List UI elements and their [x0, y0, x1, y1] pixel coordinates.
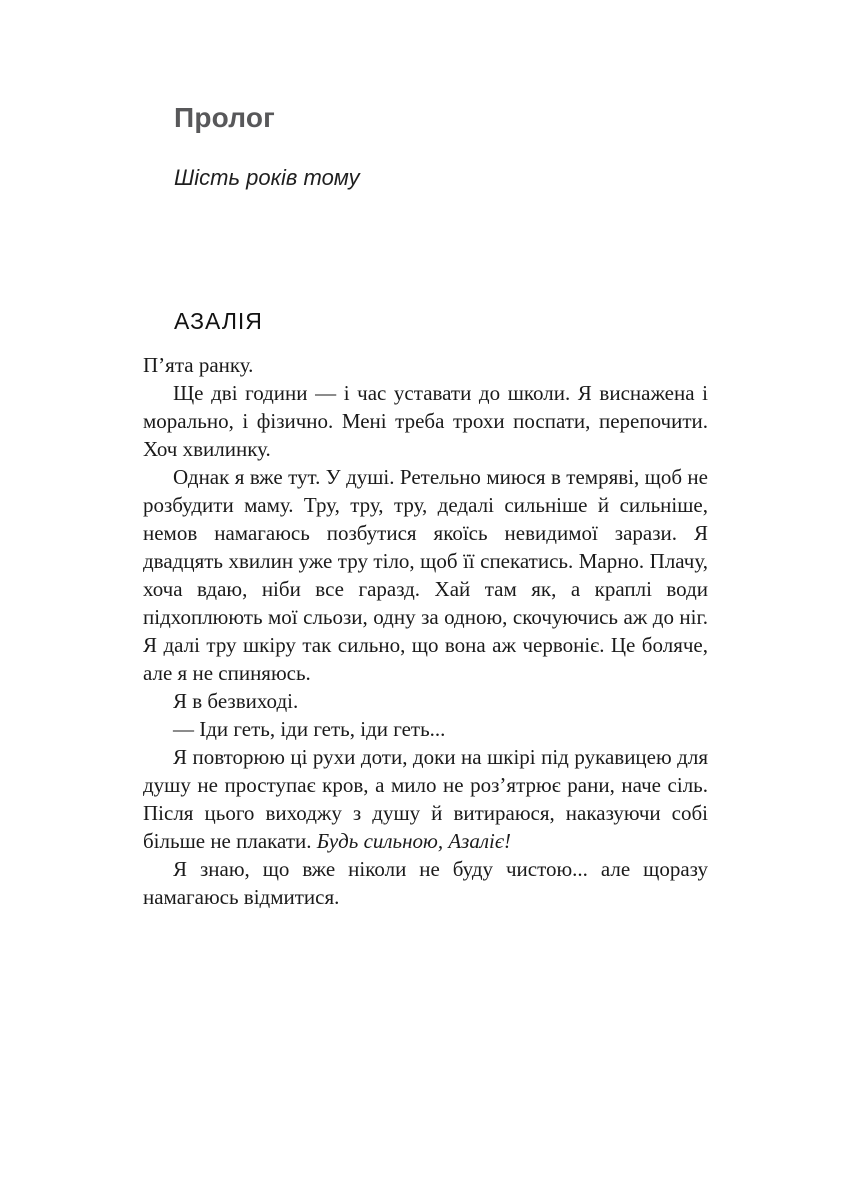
paragraph-6: [143, 743, 708, 855]
paragraph-text: Я в безвиході.: [173, 689, 299, 713]
paragraph-2: [143, 379, 708, 463]
paragraph-text: П’ята ранку.: [143, 353, 254, 377]
chapter-subtitle: Шість років тому: [174, 165, 360, 190]
paragraph-1: [143, 351, 708, 379]
paragraph-text: Однак я вже тут. У душі. Ретельно миюся в темряві, щоб не розбудити маму. Тру, тру, тру, дедалі сильніше й сильніше, немов намагаюсь позбутися якоїсь невидимої зарази. Я двадцять хвилин уже тру тіло, щоб її спекатись. Марно. Плачу, хоча вдаю, ніби все гаразд. Хай там як, а краплі води підхоплюють мої сльози, одну за одною, скочуючись аж до ніг. Я далі тру шкіру так сильно, що вона аж червоніє. Це боляче, але я не спиняюсь.: [143, 465, 708, 685]
chapter-title: Пролог: [174, 102, 276, 133]
italic-phrase: Будь сильною, Азаліє!: [316, 829, 511, 853]
paragraph-text: Ще дві години — і час уставати до школи. Я виснажена і морально, і фізично. Мені треба трохи поспати, перепочити. Хоч хвилинку.: [143, 381, 708, 461]
paragraph-3: [143, 463, 708, 687]
paragraph-5-dialogue: [143, 715, 708, 743]
character-heading: АЗАЛІЯ: [174, 308, 263, 334]
paragraph-text: Я знаю, що вже ніколи не буду чистою... але щоразу намагаюсь відмитися.: [143, 857, 708, 909]
paragraph-7: [143, 855, 708, 911]
paragraph-text: Я повторюю ці рухи доти, доки на шкірі під рукавицею для душу не проступає кров, а мило не роз’ятрює рани, наче сіль. Після цього виходжу з душу й витираюся, наказуючи собі більше не плакати.: [143, 745, 708, 853]
paragraph-4: [143, 687, 708, 715]
body-text: [143, 351, 708, 911]
paragraph-text: — Іди геть, іди геть, іди геть...: [173, 717, 446, 741]
